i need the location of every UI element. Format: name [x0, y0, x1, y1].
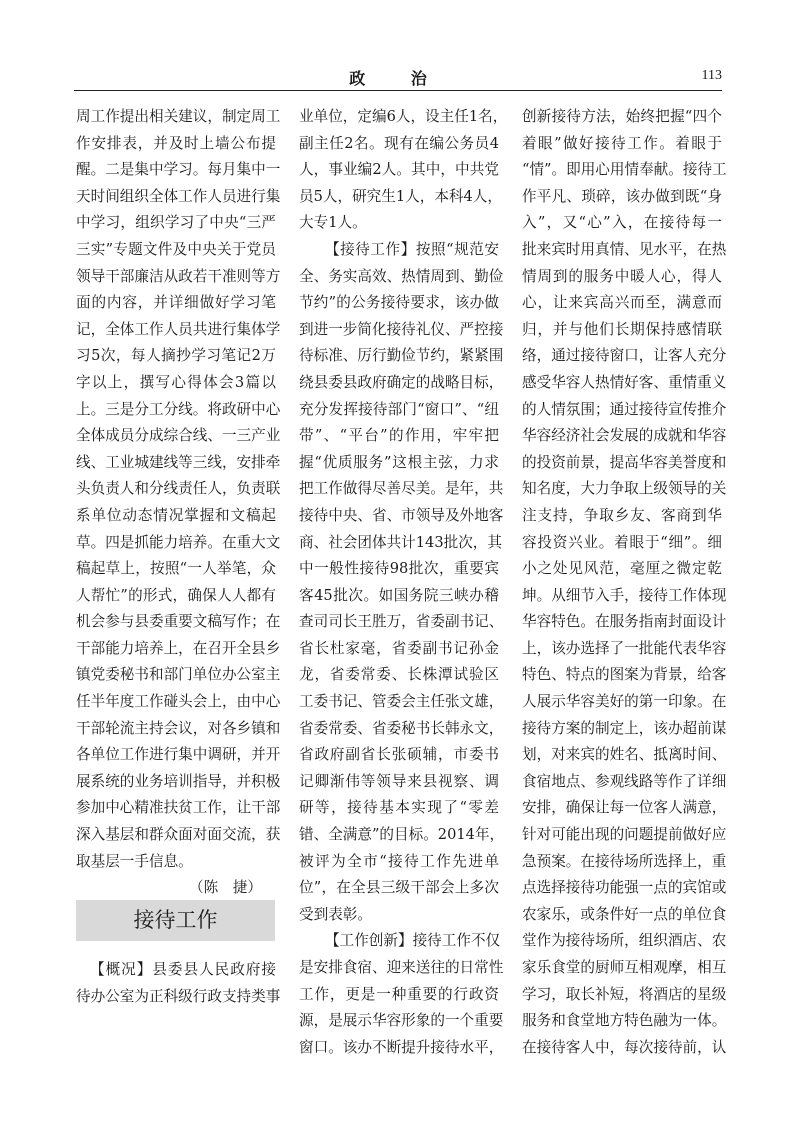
text-line: 周工作提出相关建议，制定周工: [76, 108, 281, 125]
text-line: 面的内容，并详细做好学习笔: [76, 294, 276, 312]
text-line: 知名度，大力争取上级领导的关: [522, 480, 727, 498]
text-line: 到进一步简化接待礼仪、严控接: [299, 320, 504, 338]
text-line: 人展示华容美好的第一印象。在: [522, 693, 727, 711]
text-line: “情”。即用心用情奉献。接待工: [522, 161, 727, 179]
column-3: [522, 104, 727, 1061]
running-title: 政 治: [349, 69, 447, 88]
text-line: 容投资兴业。着眼于“细”。细: [522, 533, 722, 551]
text-line: 工作，更是一种重要的行政资: [299, 985, 499, 1003]
text-line: 研等，接待基本实现了“零差: [299, 799, 499, 817]
text-line: 服务和食堂地方特色融为一体。: [522, 1012, 727, 1030]
text-line: 位”，在全县三级干部会上多次: [299, 879, 499, 897]
text-line: 待标准、厉行勤俭节约，紧紧围: [299, 347, 504, 365]
text-line: 针对可能出现的问题提前做好应: [522, 826, 727, 844]
text-line: 任半年度工作碰头会上，由中心: [76, 693, 281, 711]
text-line: 省委常委、省委秘书长韩永文，: [299, 719, 504, 737]
text-line: 注支持，争取乡友、客商到华: [522, 506, 722, 524]
text-line: 节约”的公务接待要求，该办做: [299, 294, 499, 312]
text-line: 天时间组织全体工作人员进行集: [76, 187, 281, 205]
text-line: 学习，取长补短，将酒店的星级: [522, 985, 727, 1003]
text-line: 人，事业编2人。其中，中共党: [299, 161, 499, 179]
text-line: 省长杜家毫，省委副书记孙金: [299, 639, 499, 657]
text-line: 的投资前景，提高华容美誉度和: [522, 453, 727, 471]
text-line: 镇党委秘书和部门单位办公室主: [76, 666, 281, 684]
text-line: 全体成员分成综合线、一三产业: [76, 427, 281, 445]
text-line: 堂作为接待场所，组织酒店、农: [522, 932, 727, 950]
text-line: 中学习，组织学习了中央“三严: [76, 214, 276, 232]
section-heading: 接待工作: [133, 908, 218, 932]
text-line: 【接待工作】按照“规范安: [325, 240, 499, 258]
text-line: 小之处见风范，毫厘之微定乾: [522, 560, 722, 578]
text-line: 机会参与县委重要文稿写作；在: [76, 613, 281, 631]
text-line: 安排，确保让每一位客人满意，: [522, 799, 727, 817]
text-line: 记卿渐伟等领导来县视察、调: [299, 772, 499, 790]
text-line: 习5次，每人摘抄学习笔记2万: [76, 347, 276, 365]
text-line: 受到表彰。: [299, 905, 372, 923]
text-line: 入”，又“心”入，在接待每一: [522, 214, 722, 232]
text-line: 干部能力培养上，在召开全县乡: [76, 639, 281, 657]
text-line: 龙，省委常委、长株潭试验区: [299, 666, 499, 684]
text-line: 批来宾时用真情、见水平，在热: [522, 240, 727, 258]
text-line: 食宿地点、参观线路等作了详细: [522, 772, 727, 790]
text-line: 源，是展示华容形象的一个重要: [299, 1012, 504, 1030]
text-line: 华容特色。在服务指南封面设计: [522, 613, 727, 631]
column-2: [299, 104, 508, 1061]
text-line: 坤。从细节入手，接待工作体现: [522, 586, 727, 604]
text-line: 深入基层和群众面对面交流，获: [76, 826, 281, 844]
text-line: 归，并与他们长期保持感情联: [522, 320, 722, 338]
text-line: 业单位，定编6人，设主任1名，: [299, 108, 508, 125]
section-heading-box: [76, 900, 275, 941]
text-line: 头负责人和分线责任人，负责联: [76, 480, 281, 498]
text-line: 客45批次。如国务院三峡办稽: [299, 586, 499, 604]
text-line: 感受华容人热情好客、重情重义: [522, 373, 727, 391]
text-line: 充分发挥接待部门“窗口”、“纽: [299, 400, 499, 418]
text-line: 展系统的业务培训指导，并积极: [76, 772, 281, 790]
text-line: 窗口。该办不断提升接待水平，: [299, 1038, 504, 1056]
text-line: 把工作做得尽善尽美。是年，共: [299, 480, 504, 498]
text-line: 心，让来宾高兴而至，满意而: [522, 294, 722, 312]
text-line: 待办公室为正科级行政支持类事: [76, 987, 281, 1005]
page-header: [74, 62, 722, 90]
text-line: 带”、“平台”的作用，牢牢把: [299, 427, 499, 445]
column-1-bottom: [76, 957, 281, 1010]
text-line: 【工作创新】接待工作不仅: [325, 932, 501, 950]
text-line: 人帮忙”的形式，确保人人都有: [76, 586, 276, 604]
text-line: 的人情氛围；通过接待宣传推介: [522, 400, 727, 418]
text-line: 着眼”做好接待工作。着眼于: [522, 134, 722, 152]
text-line: 全、务实高效、热情周到、勤俭: [299, 267, 504, 285]
text-line: 特色、特点的图案为背景，给客: [522, 666, 727, 684]
text-line: 【概况】县委县人民政府接: [90, 961, 276, 978]
text-line: 取基层一手信息。: [76, 852, 193, 870]
header-rule: [74, 90, 722, 91]
text-line: 参加中心精准扶贫工作，让干部: [76, 799, 281, 817]
text-line: 省政府副省长张硕辅，市委书: [299, 746, 499, 764]
text-line: 络，通过接待窗口，让客人充分: [522, 347, 727, 365]
text-line: 作平凡、琐碎，该办做到既“身: [522, 187, 722, 205]
text-line: 划，对来宾的姓名、抵离时间、: [522, 746, 727, 764]
text-line: 记，全体工作人员共进行集体学: [76, 320, 281, 338]
text-line: 字以上，撰写心得体会3篇以: [76, 373, 276, 391]
text-line: 接待中央、省、市领导及外地客: [299, 506, 504, 524]
text-line: 大专1人。: [299, 214, 367, 232]
text-line: 在接待客人中，每次接待前，认: [522, 1038, 727, 1056]
text-line: 被评为全市“接待工作先进单: [299, 852, 499, 870]
text-line: 查司司长王胜万，省委副书记、: [299, 613, 504, 631]
text-line: 上。三是分工分线。将政研中心: [76, 400, 281, 418]
text-line: 急预案。在接待场所选择上，重: [522, 852, 727, 870]
column-1: [76, 104, 281, 902]
text-line: 工委书记、管委会主任张文雄，: [299, 693, 504, 711]
text-line: 握“优质服务”这根主弦，力求: [299, 453, 499, 471]
text-line: 作安排表，并及时上墙公布提: [76, 134, 276, 152]
text-line: 线、工业城建线等三线，安排牵: [76, 453, 281, 471]
text-line: 情周到的服务中暖人心，得人: [522, 267, 722, 285]
page-number: 113: [701, 68, 722, 83]
text-line: 家乐食堂的厨师互相观摩，相互: [522, 959, 727, 976]
text-line: 中一般性接待98批次，重要宾: [299, 560, 499, 578]
text-line: 干部轮流主持会议，对各乡镇和: [76, 719, 281, 737]
text-line: 接待方案的制定上，该办超前谋: [522, 719, 727, 737]
author-credit: （陈 捷）: [189, 879, 262, 897]
text-line: 点选择接待功能强一点的宾馆或: [522, 879, 727, 897]
text-line: 草。四是抓能力培养。在重大文: [76, 533, 281, 551]
text-line: 华容经济社会发展的成就和华容: [522, 427, 727, 445]
text-line: 上，该办选择了一批能代表华容: [522, 639, 727, 657]
text-line: 员5人，研究生1人，本科4人，: [299, 187, 502, 205]
text-line: 农家乐，或条件好一点的单位食: [522, 905, 727, 923]
text-line: 稿起草上，按照“一人举笔，众: [76, 560, 276, 578]
text-line: 系单位动态情况掌握和文稿起: [76, 506, 276, 524]
text-line: 各单位工作进行集中调研，并开: [76, 746, 281, 764]
text-line: 创新接待方法，始终把握“四个: [522, 108, 722, 125]
text-line: 三实”专题文件及中央关于党员: [76, 240, 276, 258]
text-line: 领导干部廉洁从政若干准则等方: [76, 267, 281, 285]
text-line: 醒。二是集中学习。每月集中一: [76, 161, 281, 179]
text-line: 商、社会团体共计143批次，其: [299, 533, 502, 551]
text-line: 绕县委县政府确定的战略目标，: [299, 373, 504, 391]
text-line: 副主任2名。现有在编公务员4: [299, 134, 499, 152]
text-line: 错、全满意”的目标。2014年，: [299, 826, 505, 844]
text-line: 是安排食宿、迎来送往的日常性: [299, 959, 504, 976]
